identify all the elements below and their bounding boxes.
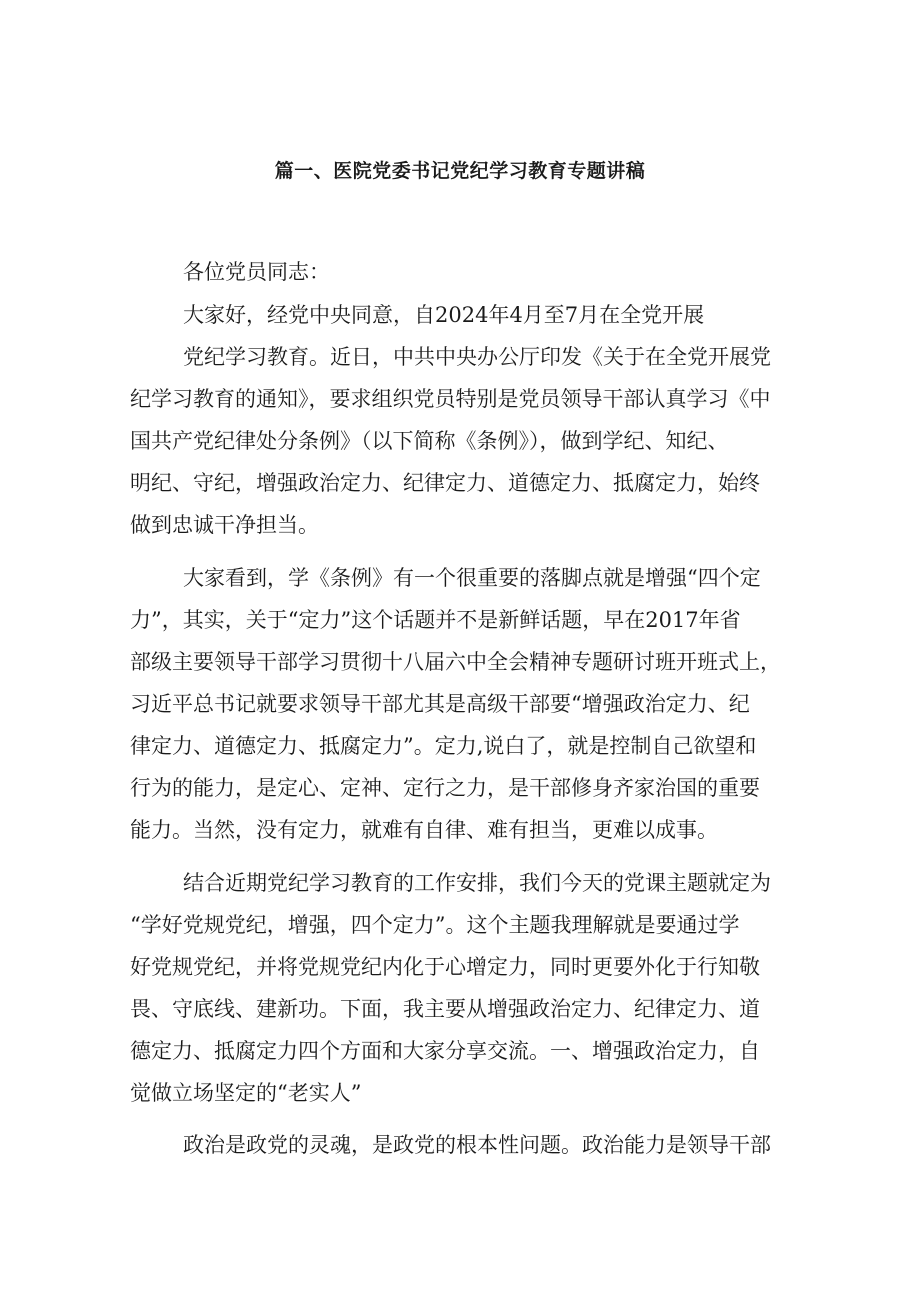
text-line: 国共产党纪律处分条例》（以下简称《条例》），做到学纪、知纪、 [130, 429, 729, 453]
text-line: 大家看到，学《条例》有一个很重要的落脚点就是增强“四个定 [183, 566, 761, 590]
text-line: 明纪、守纪，增强政治定力、纪律定力、道德定力、抵腐定力，始终 [130, 471, 760, 495]
text-line: 畏、守底线、建新功。下面，我主要从增强政治定力、纪律定力、道 [130, 997, 760, 1021]
text-line-salutation: 各位党员同志： [183, 260, 330, 284]
text-line: 纪学习教育的通知》，要求组织党员特别是党员领导干部认真学习《中 [130, 387, 771, 411]
text-line: “学好党规党纪，增强，四个定力”。这个主题我理解就是要通过学 [130, 913, 740, 937]
text-line: 能力。当然，没有定力，就难有自律、难有担当，更难以成事。 [130, 818, 718, 842]
document-title: 篇一、医院党委书记党纪学习教育专题讲稿 [274, 160, 646, 182]
text-line: 好党规党纪，并将党规党纪内化于心增定力，同时更要外化于行知敬 [130, 955, 760, 979]
text-line: 律定力、道德定力、抵腐定力”。定力,说白了，就是控制自己欲望和 [130, 734, 757, 758]
text-line: 行为的能力，是定心、定神、定行之力，是干部修身齐家治国的重要 [130, 776, 760, 800]
text-line: 觉做立场坚定的“老实人” [130, 1081, 362, 1105]
text-line: 结合近期党纪学习教育的工作安排，我们今天的党课主题就定为 [183, 871, 771, 895]
text-line: 政治是政党的灵魂，是政党的根本性问题。政治能力是领导干部 [183, 1133, 771, 1157]
text-line: 大家好，经党中央同意，自2024年4月至7月在全党开展 [183, 303, 705, 327]
text-line: 部级主要领导干部学习贯彻十八届六中全会精神专题研讨班开班式上， [130, 650, 781, 674]
text-line: 德定力、抵腐定力四个方面和大家分享交流。一、增强政治定力，自 [130, 1039, 760, 1063]
text-line: 习近平总书记就要求领导干部尤其是高级干部要“增强政治定力、纪 [130, 692, 750, 716]
text-line: 党纪学习教育。近日，中共中央办公厅印发《关于在全党开展党 [183, 345, 771, 369]
text-line: 力”，其实，关于“定力”这个话题并不是新鲜话题，早在2017年省 [130, 608, 741, 632]
text-line: 做到忠诚干净担当。 [130, 513, 319, 537]
